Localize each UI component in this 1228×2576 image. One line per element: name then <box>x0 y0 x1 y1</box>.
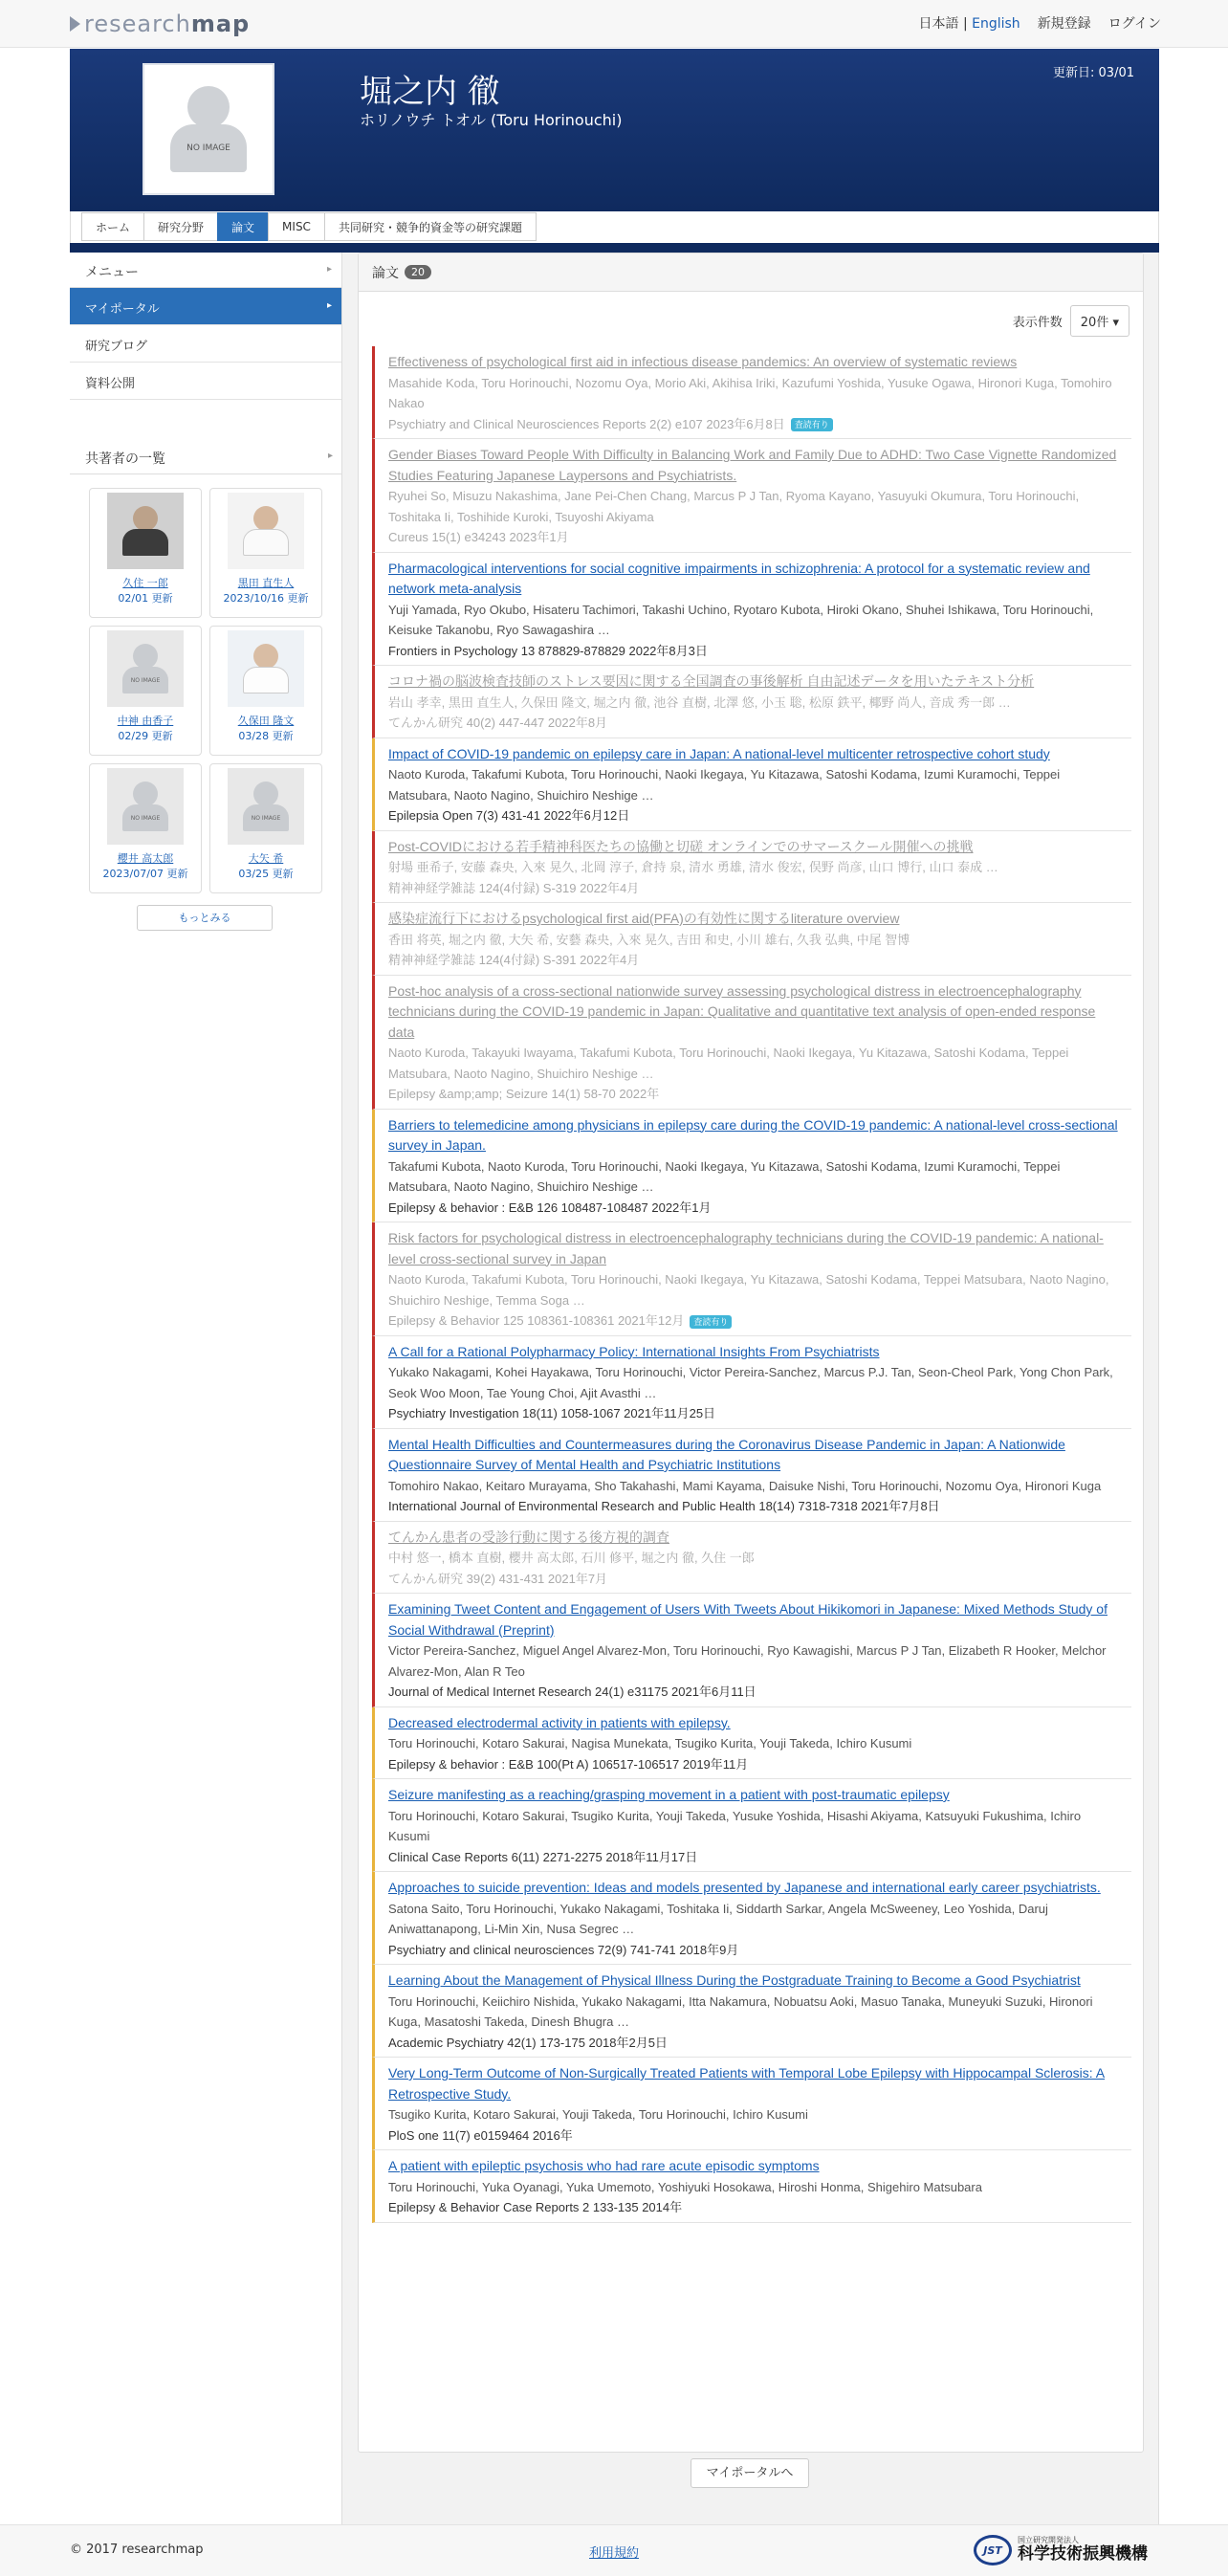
coauthor-card[interactable] <box>209 626 322 756</box>
coauthor-updated: 03/28 更新 <box>238 730 294 742</box>
paper-journal-text: Epilepsy & Behavior 125 108361-108361 2021年12月 <box>388 1313 685 1328</box>
paper-journal <box>388 1496 1122 1517</box>
paper-journal-text: Epilepsy & behavior : E&B 100(Pt A) 106517-106517 2019年11月 <box>388 1756 749 1772</box>
paper-item <box>372 553 1131 667</box>
coauthor-card[interactable] <box>89 763 202 893</box>
paper-item <box>372 1110 1131 1223</box>
show-more-button[interactable]: もっとみる <box>137 905 273 931</box>
avatar-body-icon <box>122 667 168 694</box>
researchmap-logo[interactable] <box>70 11 250 37</box>
paper-journal <box>388 2033 1122 2054</box>
paper-title-link[interactable]: Seizure manifesting as a reaching/grasping movement in a patient with post-traumatic epilepsy <box>388 1787 950 1802</box>
sidebar-item-myportal[interactable] <box>70 288 341 325</box>
papers-panel <box>358 253 1144 2453</box>
paper-list <box>372 346 1131 2223</box>
paper-journal <box>388 878 1122 899</box>
tab-misc[interactable]: MISC <box>268 212 325 241</box>
coauthors-section <box>70 439 342 931</box>
coauthor-card[interactable] <box>209 488 322 618</box>
paper-authors: Toru Horinouchi, Keiichiro Nishida, Yukako Nakagami, Itta Nakamura, Nobuatsu Aoki, Masuo Tanaka, Muneyuki Suzuki, Hironori Kuga, Masatoshi Takeda, Dinesh Bhugra … <box>388 1993 1093 2029</box>
coauthor-name[interactable]: 黒田 直生人 <box>237 577 295 589</box>
no-image-label: NO IMAGE <box>186 143 230 153</box>
papers-header <box>359 253 1143 292</box>
paper-item <box>372 903 1131 976</box>
paper-item <box>372 738 1131 831</box>
avatar-head-icon <box>253 782 278 806</box>
paper-journal-text: Epilepsia Open 7(3) 431-41 2022年6月12日 <box>388 808 630 823</box>
paper-title-link[interactable]: Mental Health Difficulties and Countermeasures during the Coronavirus Disease Pandemic in Japan: A Nationwide Questionnaire Survey of Mental Health and Psychiatric Institutions <box>388 1436 1065 1472</box>
menu-title: メニュー <box>85 265 139 280</box>
paper-journal <box>388 527 1122 548</box>
paper-item <box>372 1429 1131 1522</box>
papers-content <box>358 253 1144 2524</box>
chevron-right-icon: ▸ <box>327 451 333 461</box>
copyright-icon: © <box>70 2543 82 2557</box>
paper-title-link[interactable]: Decreased electrodermal activity in patients with epilepsy. <box>388 1714 731 1730</box>
paper-title-link[interactable]: Post-COVIDにおける若手精神科医たちの協働と切磋 オンラインでのサマースクール開催への挑戦 <box>388 838 974 854</box>
paper-item <box>372 1222 1131 1336</box>
paper-title-link[interactable]: Post-hoc analysis of a cross-sectional nationwide survey assessing psychological distress in electroencephalography technicians during the COVID-19 pandemic in Japan: Qualitative and quantitative text analysis of open-ended response data <box>388 982 1096 1040</box>
paper-authors: Toru Horinouchi, Kotaro Sakurai, Tsugiko Kurita, Youji Takeda, Yusuke Yoshida, Hisashi Akiyama, Katsuyuki Fukushima, Ichiro Kusumi <box>388 1808 1082 1843</box>
paper-item <box>372 2150 1131 2223</box>
paper-journal <box>388 1403 1122 1424</box>
paper-authors: 射場 亜希子, 安藤 森央, 入來 晃久, 北岡 淳子, 倉持 泉, 清水 勇雄, 清水 俊宏, 俣野 尚彦, 山口 博行, 山口 泰成 … <box>388 860 998 874</box>
avatar-head-icon <box>187 86 230 128</box>
paper-journal <box>388 2197 1122 2218</box>
paper-authors: 岩山 孝幸, 黒田 直生人, 久保田 隆文, 堀之内 徹, 池谷 直樹, 北澤 悠, 小玉 聡, 松原 鉄平, 椰野 尚人, 音成 秀一郎 … <box>388 694 1011 710</box>
tab-research-areas[interactable]: 研究分野 <box>143 212 218 241</box>
paper-authors: 香田 将英, 堀之内 徹, 大矢 希, 安藝 森央, 入來 晃久, 吉田 和史, 小川 雄右, 久我 弘典, 中尾 智博 <box>388 932 910 947</box>
brand-text-bold: map <box>190 11 251 37</box>
jst-mark-icon: JST <box>974 2535 1012 2565</box>
paper-authors: Takafumi Kubota, Naoto Kuroda, Toru Horinouchi, Naoki Ikegaya, Yu Kitazawa, Satoshi Kodama, Izumi Kuramochi, Teppei Matsubara, Naoto Nagino, Shuichiro Neshige … <box>388 1158 1061 1194</box>
paper-item <box>372 666 1131 738</box>
paper-journal <box>388 641 1122 662</box>
avatar-head-icon <box>253 506 278 531</box>
paper-journal-text: てんかん研究 39(2) 431-431 2021年7月 <box>388 1571 608 1586</box>
paper-authors: Naoto Kuroda, Takafumi Kubota, Toru Horinouchi, Naoki Ikegaya, Yu Kitazawa, Satoshi Kodama, Teppei Matsubara, Naoto Nagino, Shuichiro Neshige, Temma Soga … <box>388 1272 1109 1308</box>
paper-journal-text: Epilepsy & Behavior Case Reports 2 133-135 2014年 <box>388 2200 683 2214</box>
coauthor-name[interactable]: 久住 一郎 <box>122 577 168 589</box>
paper-item <box>372 1707 1131 1780</box>
paper-title-link[interactable]: Gender Biases Toward People With Difficulty in Balancing Work and Family Due to ADHD: Two Case Vignette Randomized Studies Featuring Japanese Laypersons and Psychiatrists. <box>388 447 1117 483</box>
avatar-body-icon <box>243 667 289 694</box>
papers-title: 論文 <box>372 265 399 281</box>
paper-title-link[interactable]: コロナ禍の脳波検査技師のストレス要因に関する全国調査の事後解析 自由記述データを用いたテキスト分析 <box>388 673 1035 689</box>
avatar-body-icon <box>243 804 289 831</box>
paper-journal-text: Psychiatry Investigation 18(11) 1058-1067 2021年11月25日 <box>388 1406 716 1420</box>
paper-journal <box>388 414 1122 435</box>
paper-journal-text: てんかん研究 40(2) 447-447 2022年8月 <box>388 716 608 730</box>
paper-authors: Yukako Nakagami, Kohei Hayakawa, Toru Horinouchi, Victor Pereira-Sanchez, Marcus P.J. Tan, Seon-Cheol Park, Yong Chon Park, Seok Woo Moon, Tae Young Choi, Ajit Avasthi … <box>388 1365 1113 1400</box>
paper-journal-text: Clinical Case Reports 6(11) 2271-2275 2018年11月17日 <box>388 1849 698 1864</box>
nav-links <box>919 13 1162 33</box>
no-image-label: NO IMAGE <box>251 814 281 822</box>
paper-authors: Naoto Kuroda, Takayuki Iwayama, Takafumi Kubota, Toru Horinouchi, Naoki Ikegaya, Yu Kitazawa, Satoshi Kodama, Teppei Matsubara, Naoto Nagino, Shuichiro Neshige … <box>388 1046 1069 1081</box>
coauthor-card[interactable] <box>89 626 202 756</box>
no-image-label: NO IMAGE <box>130 676 161 684</box>
brand-text-light: research <box>84 11 191 37</box>
caret-down-icon: ▾ <box>1112 316 1119 330</box>
sidebar-item-research-blog[interactable] <box>70 325 341 363</box>
tab-papers[interactable]: 論文 <box>217 212 269 241</box>
paper-title-link[interactable]: Very Long-Term Outcome of Non-Surgically Treated Patients with Temporal Lobe Epilepsy with Hippocampal Sclerosis: A Retrospective Study. <box>388 2065 1106 2102</box>
avatar-head-icon <box>133 782 158 806</box>
coauthor-updated: 02/29 更新 <box>118 730 173 742</box>
per-page-control <box>1013 305 1129 337</box>
paper-item <box>372 1965 1131 2058</box>
coauthor-updated: 03/25 更新 <box>238 868 294 880</box>
coauthor-name[interactable]: 大矢 希 <box>248 852 284 865</box>
peer-reviewed-badge: 査読有り <box>690 1315 732 1329</box>
terms-link[interactable]: 利用規約 <box>589 2546 640 2561</box>
coauthor-updated: 2023/07/07 更新 <box>102 868 188 880</box>
paper-item <box>372 1594 1131 1707</box>
paper-authors: Yuji Yamada, Ryo Okubo, Hisateru Tachimori, Takashi Uchino, Ryotaro Kubota, Hiroki Okano, Shuhei Ishikawa, Toru Horinouchi, Keisuke Takanobu, Ryo Sawagashira … <box>388 602 1094 637</box>
tab-home[interactable]: ホーム <box>81 212 144 241</box>
updated-date: 更新日: 03/01 <box>1053 66 1134 80</box>
paper-title-link[interactable]: A patient with epileptic psychosis who had rare acute episodic symptoms <box>388 2158 820 2173</box>
paper-item <box>372 346 1131 439</box>
per-page-label: 表示件数 <box>1012 316 1063 330</box>
banner-bottom-bar <box>70 243 1159 253</box>
sidebar-item-materials[interactable] <box>70 363 341 400</box>
jst-org-type: 国立研究開発法人 <box>1018 2536 1079 2545</box>
coauthor-photo <box>107 630 184 707</box>
avatar-head-icon <box>133 644 158 669</box>
paper-authors: Toru Horinouchi, Kotaro Sakurai, Nagisa Munekata, Tsugiko Kurita, Youji Takeda, Ichiro Kusumi <box>388 1736 912 1750</box>
myportal-button[interactable]: マイポータルへ <box>691 2458 809 2488</box>
paper-authors: Satona Saito, Toru Horinouchi, Yukako Nakagami, Toshitaka Ii, Siddarth Sarkar, Angela McSweeney, Leo Yoshida, Daruj Aniwattanapong, Li-Min Xin, Nusa Segrec … <box>388 1901 1048 1936</box>
sidebar-item-label: マイポータル <box>85 302 160 317</box>
paper-authors: Toru Horinouchi, Yuka Oyanagi, Yuka Umemoto, Yoshiyuki Hosokawa, Hiroshi Honma, Shigehiro Matsubara <box>388 2179 982 2194</box>
avatar-body-icon <box>122 804 168 831</box>
paper-journal-text: Frontiers in Psychology 13 878829-878829 2022年8月3日 <box>388 643 708 658</box>
lang-japanese-link[interactable]: 日本語 <box>918 16 959 32</box>
sidebar <box>70 253 342 2524</box>
paper-title-link[interactable]: Effectiveness of psychological first aid in infectious disease pandemics: An overview of systematic reviews <box>388 354 1018 369</box>
paper-item <box>372 1779 1131 1872</box>
paper-journal <box>388 1569 1122 1590</box>
profile-tabs <box>70 211 1159 246</box>
paper-journal <box>388 1847 1122 1868</box>
coauthor-card[interactable] <box>209 763 322 893</box>
profile-banner <box>70 49 1159 211</box>
avatar-body-icon <box>170 124 247 172</box>
chevron-right-icon: ▸ <box>326 300 332 311</box>
sidebar-item-label: 研究ブログ <box>85 340 148 354</box>
peer-reviewed-badge: 査読有り <box>791 418 833 431</box>
jst-logo[interactable] <box>974 2535 1148 2565</box>
papers-count-badge: 20 <box>405 265 431 279</box>
coauthor-card[interactable] <box>89 488 202 618</box>
paper-journal <box>388 713 1122 734</box>
paper-title-link[interactable]: A Call for a Rational Polypharmacy Policy: International Insights From Psychiatrists <box>388 1343 880 1359</box>
paper-item <box>372 1872 1131 1965</box>
paper-item <box>372 439 1131 553</box>
copyright: © 2017 researchmap <box>70 2543 204 2557</box>
coauthor-photo <box>228 768 304 845</box>
paper-journal <box>388 950 1122 971</box>
paper-journal-text: 精神神経学雑誌 124(4付録) S-391 2022年4月 <box>388 953 640 967</box>
menu-header[interactable] <box>70 253 341 288</box>
paper-journal <box>388 1198 1122 1219</box>
paper-journal-text: Journal of Medical Internet Research 24(1) e31175 2021年6月11日 <box>388 1684 757 1699</box>
paper-authors: Tsugiko Kurita, Kotaro Sakurai, Youji Takeda, Toru Horinouchi, Ichiro Kusumi <box>388 2107 808 2122</box>
tab-research-projects[interactable]: 共同研究・競争的資金等の研究課題 <box>324 212 537 241</box>
jst-org-name: 科学技術振興機構 <box>1018 2544 1148 2565</box>
paper-journal-text: 精神神経学雑誌 124(4付録) S-319 2022年4月 <box>388 880 640 895</box>
profile-name: 堀之内 徹 <box>360 73 500 111</box>
avatar-body-icon <box>243 529 289 556</box>
paper-journal-text: Epilepsy &amp;amp; Seizure 14(1) 58-70 2022年 <box>388 1087 660 1101</box>
register-link[interactable]: 新規登録 <box>1037 16 1091 32</box>
coauthor-photo <box>228 630 304 707</box>
paper-journal <box>388 1084 1122 1105</box>
paper-journal-text: International Journal of Environmental Research and Public Health 18(14) 7318-7318 2021年7月8日 <box>388 1499 940 1513</box>
chevron-right-icon: ▸ <box>326 264 332 275</box>
paper-journal <box>388 1940 1122 1961</box>
profile-photo <box>143 63 274 195</box>
paper-authors: Victor Pereira-Sanchez, Miguel Angel Alvarez-Mon, Toru Horinouchi, Ryo Kawagishi, Marcus P J Tan, Elizabeth R Hooker, Melchor Alvarez-Mon, Alan R Teo <box>388 1643 1107 1679</box>
paper-journal-text: PloS one 11(7) e0159464 2016年 <box>388 2127 573 2143</box>
paper-item <box>372 976 1131 1110</box>
avatar-head-icon <box>133 506 158 531</box>
paper-authors: Masahide Koda, Toru Horinouchi, Nozomu Oya, Morio Aki, Akihisa Iriki, Kazufumi Yoshida, Yusuke Ogawa, Hironori Kuga, Tomohiro Nakao <box>388 375 1112 410</box>
top-navbar <box>0 0 1228 48</box>
paper-journal-text: Cureus 15(1) e34243 2023年1月 <box>388 530 569 544</box>
paper-title-link[interactable]: Impact of COVID‐19 pandemic on epilepsy care in Japan: A national‐level multicenter retrospective cohort study <box>388 745 1050 761</box>
paper-title-link[interactable]: Examining Tweet Content and Engagement of Users With Tweets About Hikikomori in Japanese: Mixed Methods Study of Social Withdrawal (Preprint) <box>388 1601 1107 1638</box>
login-link[interactable]: ログイン <box>1107 16 1161 32</box>
paper-authors: Ryuhei So, Misuzu Nakashima, Jane Pei-Chen Chang, Marcus P J Tan, Ryoma Kayano, Yasuyuki Okumura, Toru Horinouchi, Toshitaka Ii, Toshihide Kuroki, Tsuyoshi Akiyama <box>388 489 1080 524</box>
footer <box>0 2524 1228 2576</box>
paper-title-link[interactable]: 感染症流行下におけるpsychological first aid(PFA)の有効性に関するliterature overview <box>388 911 900 926</box>
paper-item <box>372 1336 1131 1429</box>
paper-journal <box>388 1754 1122 1775</box>
paper-journal-text: Epilepsy & behavior : E&B 126 108487-108487 2022年1月 <box>388 1200 712 1215</box>
coauthor-photo <box>228 493 304 569</box>
paper-journal <box>388 1682 1122 1703</box>
coauthor-updated: 2023/10/16 更新 <box>223 592 309 605</box>
lang-separator: | <box>962 16 968 32</box>
paper-journal <box>388 805 1122 826</box>
paper-title-link[interactable]: てんかん患者の受診行動に関する後方視的調査 <box>388 1529 669 1545</box>
paper-authors: Tomohiro Nakao, Keitaro Murayama, Sho Takahashi, Mami Kayama, Daisuke Nishi, Toru Horinouchi, Nozomu Oya, Hironori Kuga <box>388 1478 1102 1493</box>
paper-journal-text: Psychiatry and clinical neurosciences 72(9) 741-741 2018年9月 <box>388 1942 739 1957</box>
paper-item <box>372 1522 1131 1595</box>
paper-authors: Naoto Kuroda, Takafumi Kubota, Toru Horinouchi, Naoki Ikegaya, Yu Kitazawa, Satoshi Kodama, Izumi Kuramochi, Teppei Matsubara, Naoto Nagino, Shuichiro Neshige … <box>388 767 1061 803</box>
coauthors-header[interactable] <box>70 439 342 474</box>
coauthor-name[interactable]: 中神 由香子 <box>117 715 174 727</box>
avatar-body-icon <box>122 529 168 556</box>
coauthor-name[interactable]: 久保田 隆文 <box>237 715 295 727</box>
paper-journal-text: Academic Psychiatry 42(1) 173-175 2018年2月5日 <box>388 2035 668 2050</box>
paper-title-link[interactable]: Approaches to suicide prevention: Ideas and models presented by Japanese and international early career psychiatrists. <box>388 1880 1101 1895</box>
profile-kana: ホリノウチ トオル (Toru Horinouchi) <box>360 111 623 129</box>
logo-triangle-icon <box>70 16 80 32</box>
coauthor-grid <box>70 474 342 893</box>
paper-journal-text: Psychiatry and Clinical Neurosciences Reports 2(2) e107 2023年6月8日 <box>388 416 785 431</box>
coauthor-photo <box>107 493 184 569</box>
no-image-label: NO IMAGE <box>130 814 161 822</box>
paper-journal <box>388 1310 1122 1332</box>
coauthor-photo <box>107 768 184 845</box>
paper-item <box>372 831 1131 904</box>
paper-title-link[interactable]: Pharmacological interventions for social cognitive impairments in schizophrenia: A protocol for a systematic review and network meta-analysis <box>388 560 1090 596</box>
coauthors-title: 共著者の一覧 <box>85 451 165 467</box>
paper-authors: 中村 悠一, 橋本 直樹, 櫻井 高太郎, 石川 修平, 堀之内 徹, 久住 一郎 <box>388 1551 755 1565</box>
lang-english-link[interactable]: English <box>972 16 1020 32</box>
paper-item <box>372 2058 1131 2150</box>
paper-journal <box>388 2125 1122 2147</box>
paper-title-link[interactable]: Learning About the Management of Physical Illness During the Postgraduate Training to Become a Good Psychiatrist <box>388 1972 1081 1988</box>
coauthor-name[interactable]: 櫻井 高太郎 <box>117 852 174 865</box>
avatar-head-icon <box>253 644 278 669</box>
paper-title-link[interactable]: Risk factors for psychological distress in electroencephalography technicians during the COVID-19 pandemic: A national-level cross-sectional survey in Japan <box>388 1230 1104 1266</box>
coauthor-updated: 02/01 更新 <box>118 592 173 605</box>
per-page-dropdown[interactable]: 20件 ▾ <box>1070 305 1129 337</box>
paper-title-link[interactable]: Barriers to telemedicine among physicians in epilepsy care during the COVID-19 pandemic: A national-level cross-sectional survey in Japan. <box>388 1116 1118 1153</box>
sidebar-item-label: 資料公開 <box>85 377 136 391</box>
